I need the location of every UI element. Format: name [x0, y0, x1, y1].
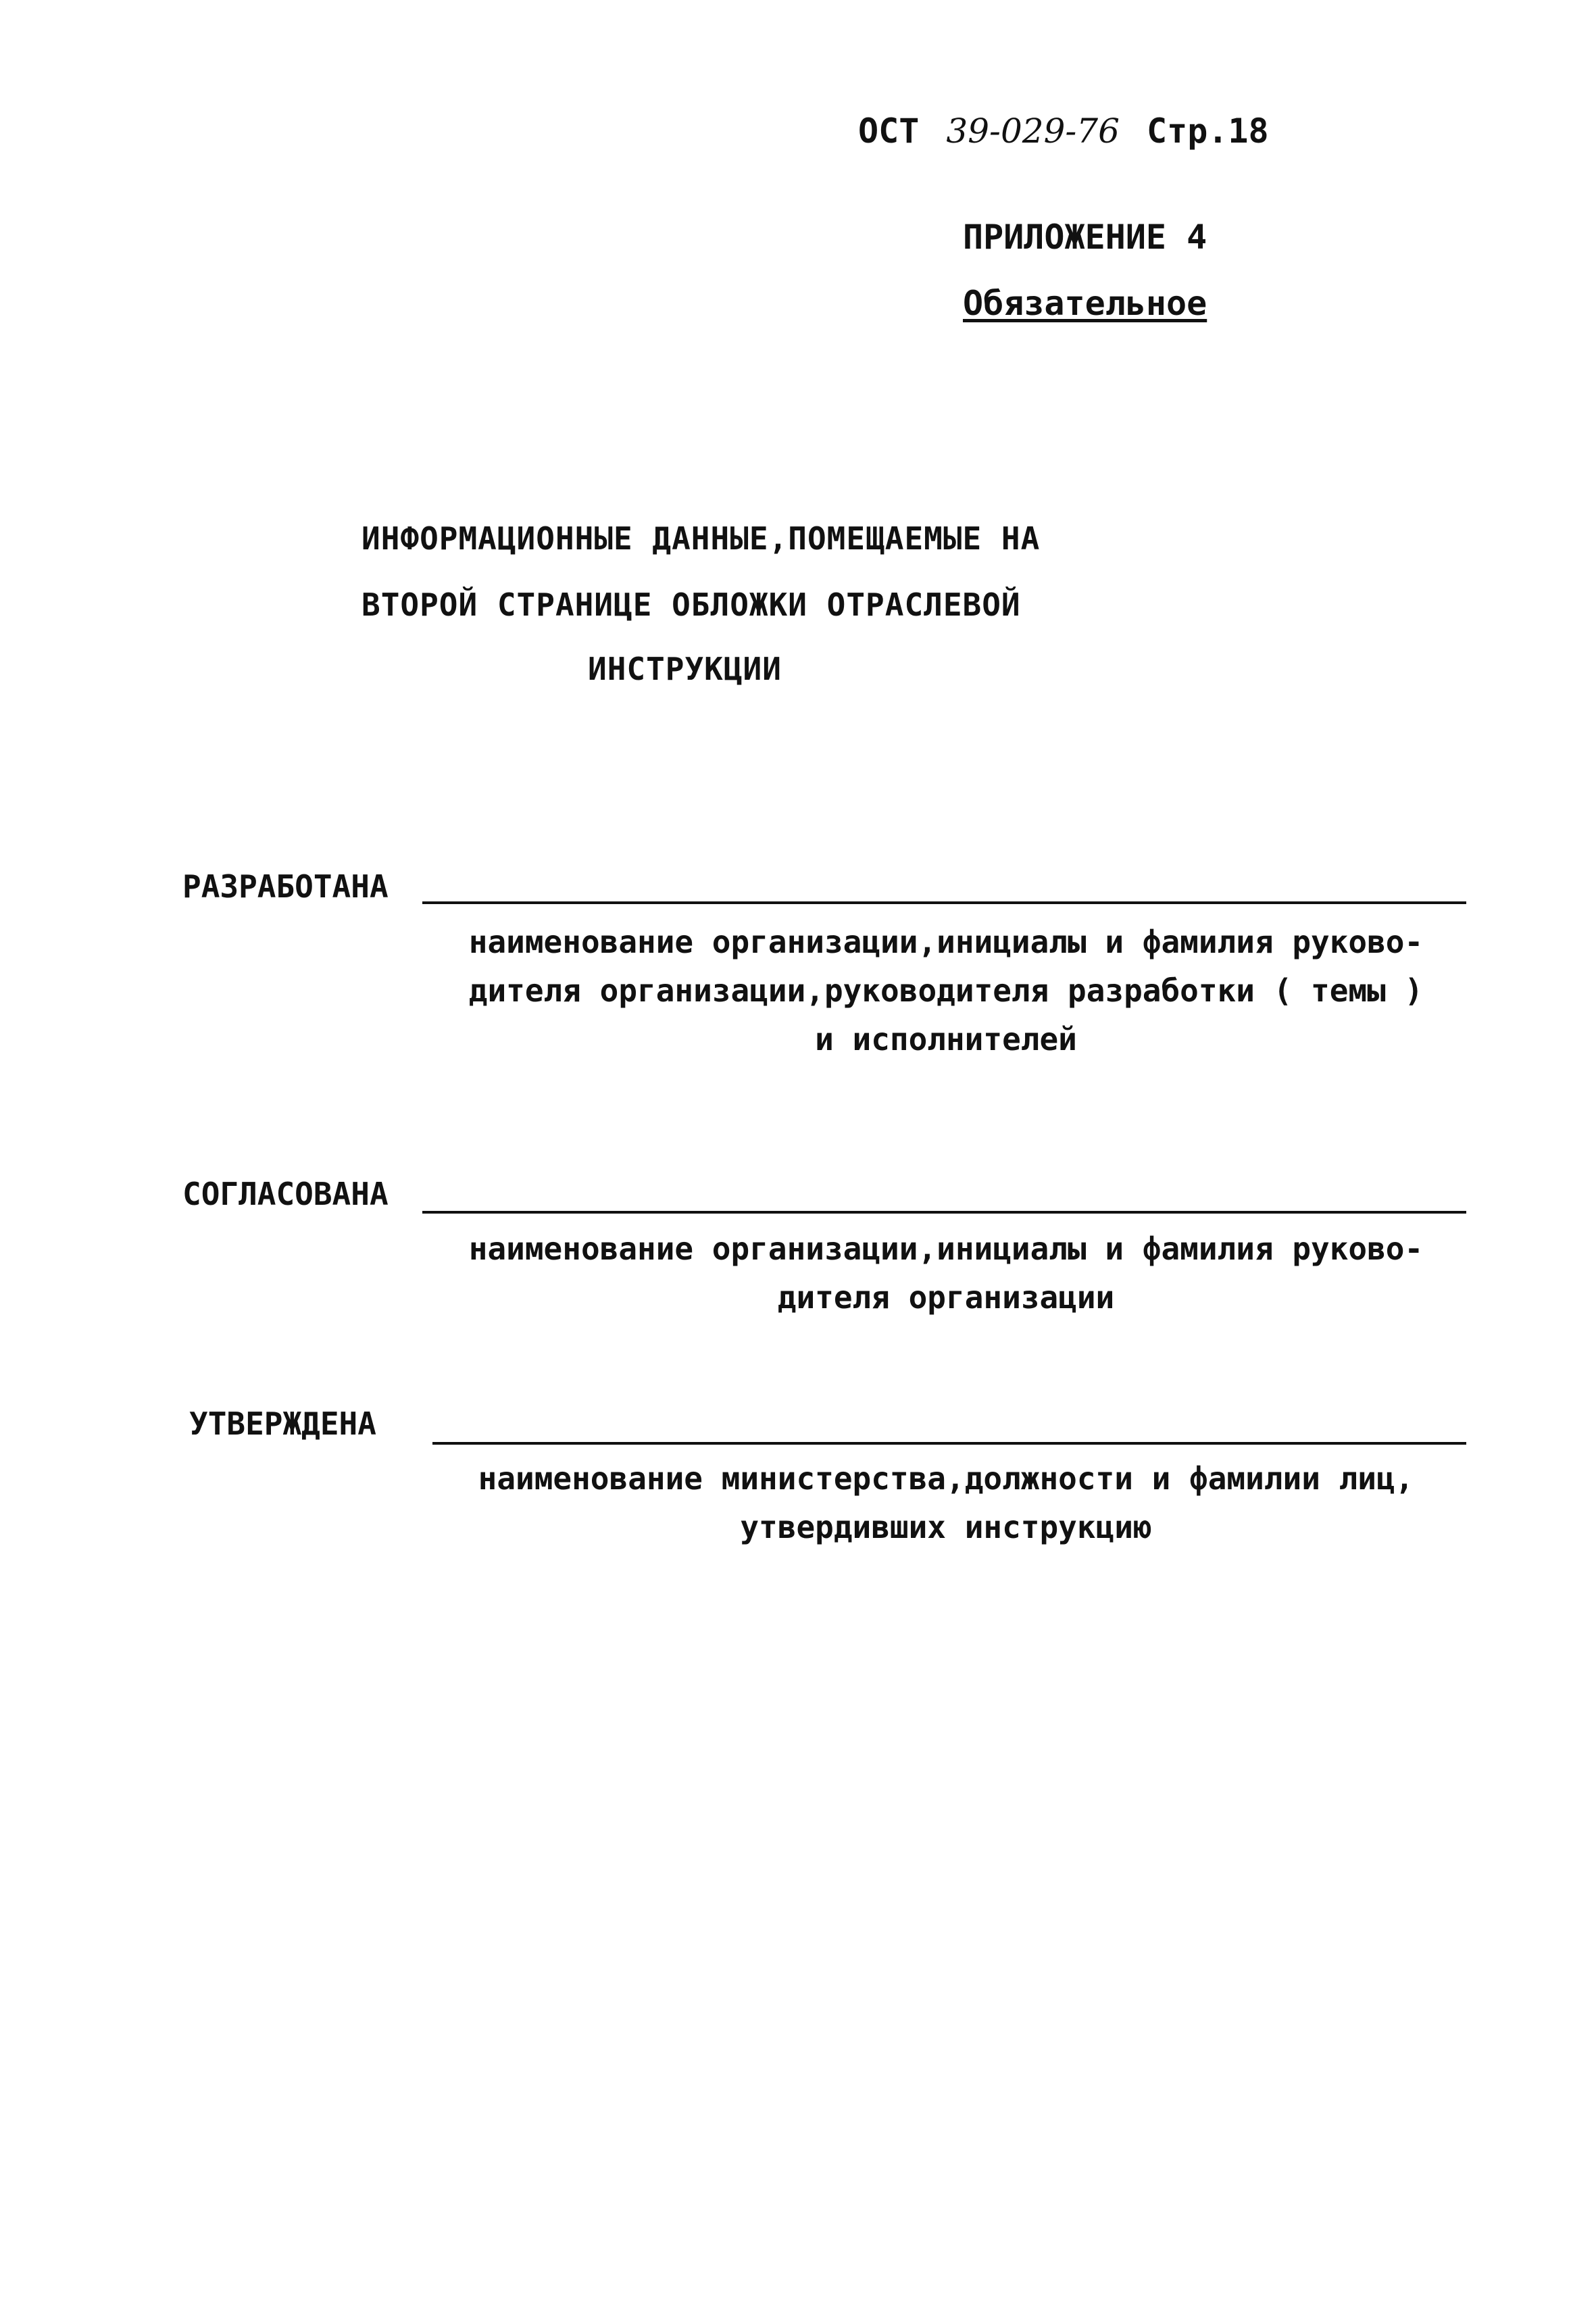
- caption-line: утвердивших инструкцию: [740, 1509, 1152, 1545]
- caption-line: наименование организации,инициалы и фамилия руково-: [468, 924, 1424, 960]
- field-line-developed: [422, 901, 1466, 904]
- title-line-1: ИНФОРМАЦИОННЫЕ ДАННЫЕ,ПОМЕЩАЕМЫЕ НА: [361, 520, 1041, 557]
- caption-line: наименование министерства,должности и фамилии лиц,: [478, 1460, 1414, 1497]
- field-caption-approved: [416, 1454, 1476, 1551]
- field-label-developed: РАЗРАБОТАНА: [182, 868, 389, 905]
- caption-line: дителя организации: [777, 1279, 1115, 1316]
- page-number: Стр.18: [1147, 111, 1269, 151]
- title-line-3: ИНСТРУКЦИИ: [588, 651, 782, 687]
- appendix-label: ПРИЛОЖЕНИЕ 4: [963, 218, 1207, 257]
- status-label: Обязательное: [963, 284, 1207, 323]
- ost-prefix: ОСТ: [858, 111, 920, 151]
- caption-line: наименование организации,инициалы и фамилия руково-: [468, 1230, 1424, 1267]
- field-label-approved: УТВЕРЖДЕНА: [189, 1405, 376, 1442]
- field-line-agreed: [422, 1211, 1466, 1214]
- field-line-approved: [432, 1442, 1466, 1445]
- title-line-2: ВТОРОЙ СТРАНИЦЕ ОБЛОЖКИ ОТРАСЛЕВОЙ: [361, 587, 1021, 623]
- ost-number: 39-029-76: [946, 111, 1120, 151]
- header-ost: [858, 111, 1269, 151]
- field-caption-agreed: [416, 1224, 1476, 1322]
- field-caption-developed: [416, 918, 1476, 1064]
- field-label-agreed: СОГЛАСОВАНА: [182, 1176, 389, 1212]
- caption-line: и исполнителей: [815, 1021, 1077, 1057]
- caption-line: дителя организации,руководителя разработки ( темы ): [468, 972, 1424, 1009]
